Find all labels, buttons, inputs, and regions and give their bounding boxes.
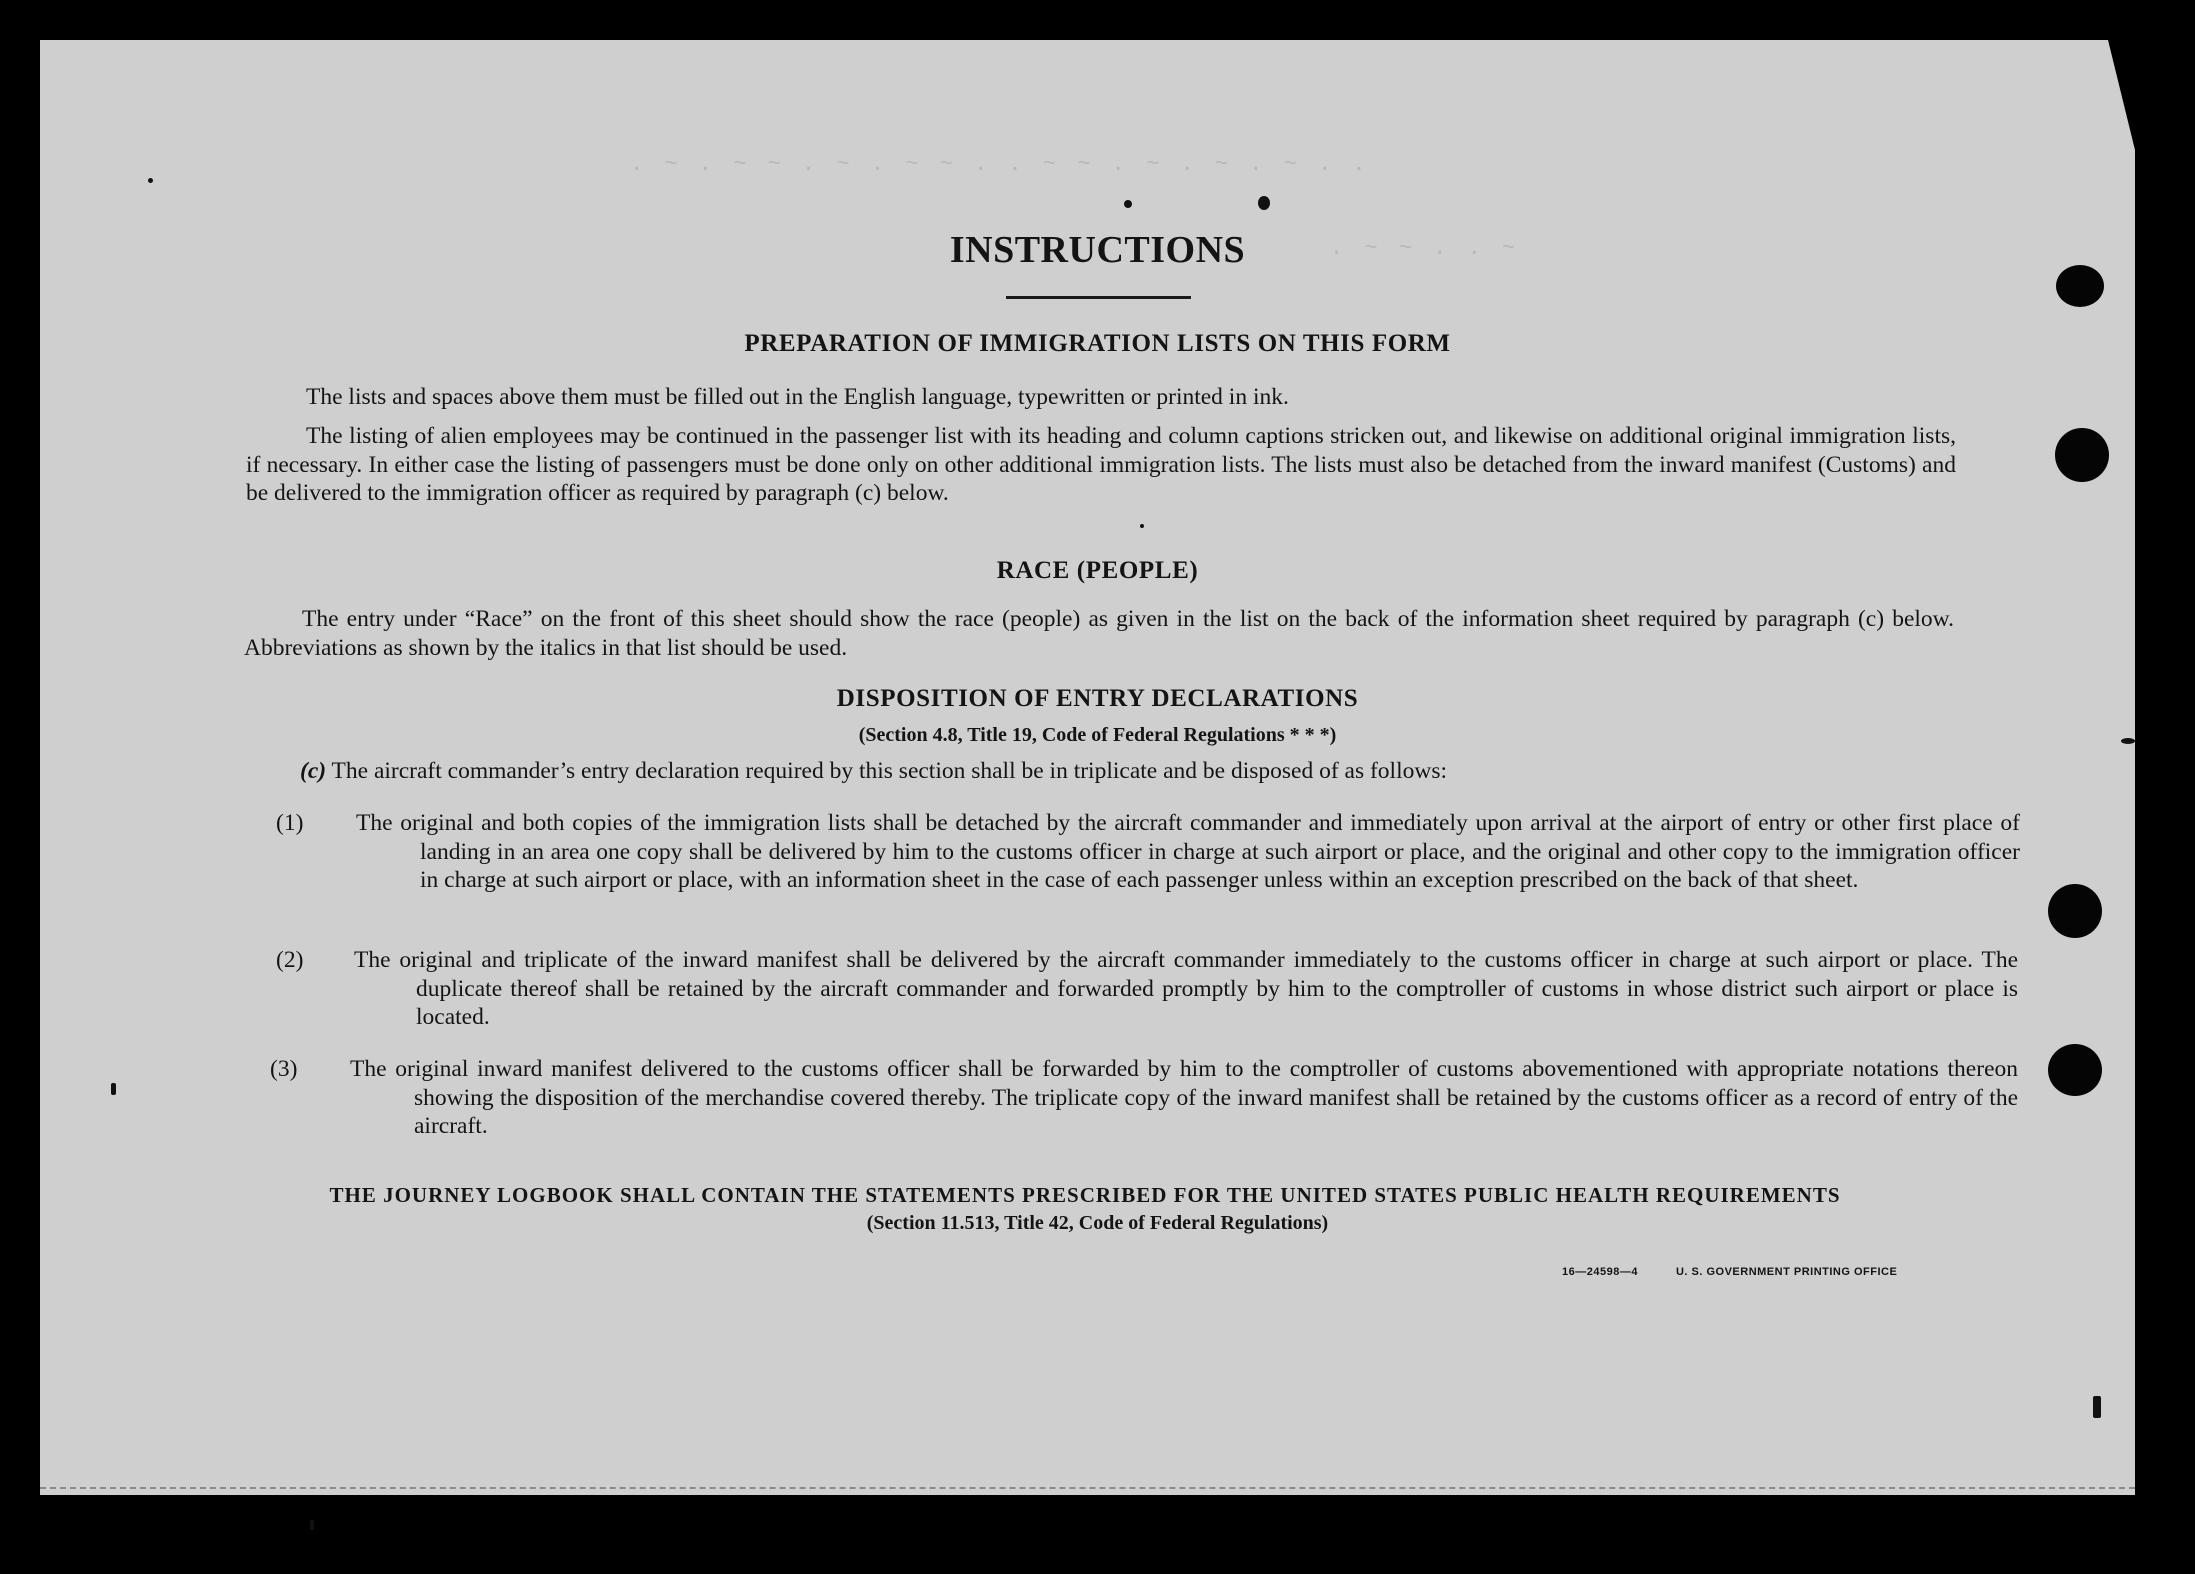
disposition-item-1: (1) The original and both copies of the immigration lists shall be detached by the aircraft commander and immediately upon arrival at the airport of entry or other first place of landing in an area one copy shall be delivered by him to the customs officer in charge at such airport or place, and the original and other copy to the immigration officer in charge at such airport or place, with an information sheet in the case of each passenger unless within an exception prescribed on the back of that sheet. bbox=[276, 810, 2020, 893]
paragraph-c-label: (c) bbox=[300, 758, 327, 784]
section-heading-race: RACE (PEOPLE) bbox=[996, 557, 1199, 584]
disposition-item-2: (2) The original and triplicate of the inward manifest shall be delivered by the aircraft commander immediately to the customs officer in charge at such airport or place. The duplicate thereof shall be retained by the aircraft commander and forwarded promptly by him to the comptroller of customs in whose district such airport or place is located. bbox=[276, 947, 2018, 1030]
disposition-item-3: (3) The original inward manifest delivered to the customs officer shall be forwarded by him to the comptroller of customs abovementioned with appropriate notations thereon showing the disposition of the merchandise covered thereby. The triplicate copy of the inward manifest shall be retained by the customs officer as a record of entry of the aircraft. bbox=[270, 1056, 2018, 1139]
disposition-intro bbox=[300, 757, 1960, 786]
logbook-statement: THE JOURNEY LOGBOOK SHALL CONTAIN THE STATEMENTS PRESCRIBED FOR THE UNITED STATES PUBLIC HEALTH REQUIREMENTS bbox=[329, 1183, 1841, 1207]
page-title: INSTRUCTIONS bbox=[949, 229, 1246, 271]
title-divider bbox=[1006, 296, 1191, 299]
logbook-citation: (Section 11.513, Title 42, Code of Federal Regulations) bbox=[866, 1212, 1329, 1234]
show-through-text: . ~ . ~ ~ . ~ . ~ ~ . . ~ ~ . ~ . ~ . ~ . . bbox=[630, 152, 1370, 177]
printer-name: U. S. GOVERNMENT PRINTING OFFICE bbox=[1675, 1266, 1898, 1278]
item-text: The original and triplicate of the inward manifest shall be delivered by the aircraft commander immediately to the customs officer in charge at such airport or place. The duplicate thereof shall be retained by the aircraft commander and forwarded promptly by him to the comptroller of customs in whose district such airport or place is located. bbox=[354, 947, 2018, 1030]
show-through-text: . ~ ~ . . ~ bbox=[1330, 236, 1520, 261]
form-number: 16—24598—4 bbox=[1562, 1266, 1638, 1278]
section-heading-disposition: DISPOSITION OF ENTRY DECLARATIONS bbox=[836, 685, 1359, 712]
disposition-intro-text: The aircraft commander’s entry declaration required by this section shall be in triplicate and be disposed of as follows: bbox=[331, 758, 1448, 784]
printer-imprint bbox=[1562, 1266, 1897, 1278]
disposition-citation: (Section 4.8, Title 19, Code of Federal Regulations * * *) bbox=[858, 724, 1337, 746]
preparation-paragraph-1: The lists and spaces above them must be filled out in the English language, typewritten or printed in ink. bbox=[306, 384, 1289, 410]
item-text: The original inward manifest delivered to the customs officer shall be forwarded by him to the comptroller of customs abovementioned with appropriate notations thereon showing the disposition of the merchandise covered thereby. The triplicate copy of the inward manifest shall be retained by the customs officer as a record of entry of the aircraft. bbox=[350, 1056, 2018, 1139]
race-paragraph: The entry under “Race” on the front of this sheet should show the race (people) as given in the list on the back of the information sheet required by paragraph (c) below. Abbreviations as shown by the italics in that list should be used. bbox=[244, 606, 1954, 661]
preparation-paragraph-2: The listing of alien employees may be continued in the passenger list with its heading and column captions stricken out, and likewise on additional original immigration lists, if necessary. In either case the listing of passengers must be done only on other additional immigration lists. The lists must also be detached from the inward manifest (Customs) and be delivered to the immigration officer as required by paragraph (c) below. bbox=[246, 423, 1956, 506]
item-text: The original and both copies of the immigration lists shall be detached by the aircraft commander and immediately upon arrival at the airport of entry or other first place of landing in an area one copy shall be delivered by him to the customs officer in charge at such airport or place, and the original and other copy to the immigration officer in charge at such airport or place, with an information sheet in the case of each passenger unless within an exception prescribed on the back of that sheet. bbox=[356, 810, 2020, 893]
section-heading-preparation: PREPARATION OF IMMIGRATION LISTS ON THIS FORM bbox=[744, 330, 1451, 357]
